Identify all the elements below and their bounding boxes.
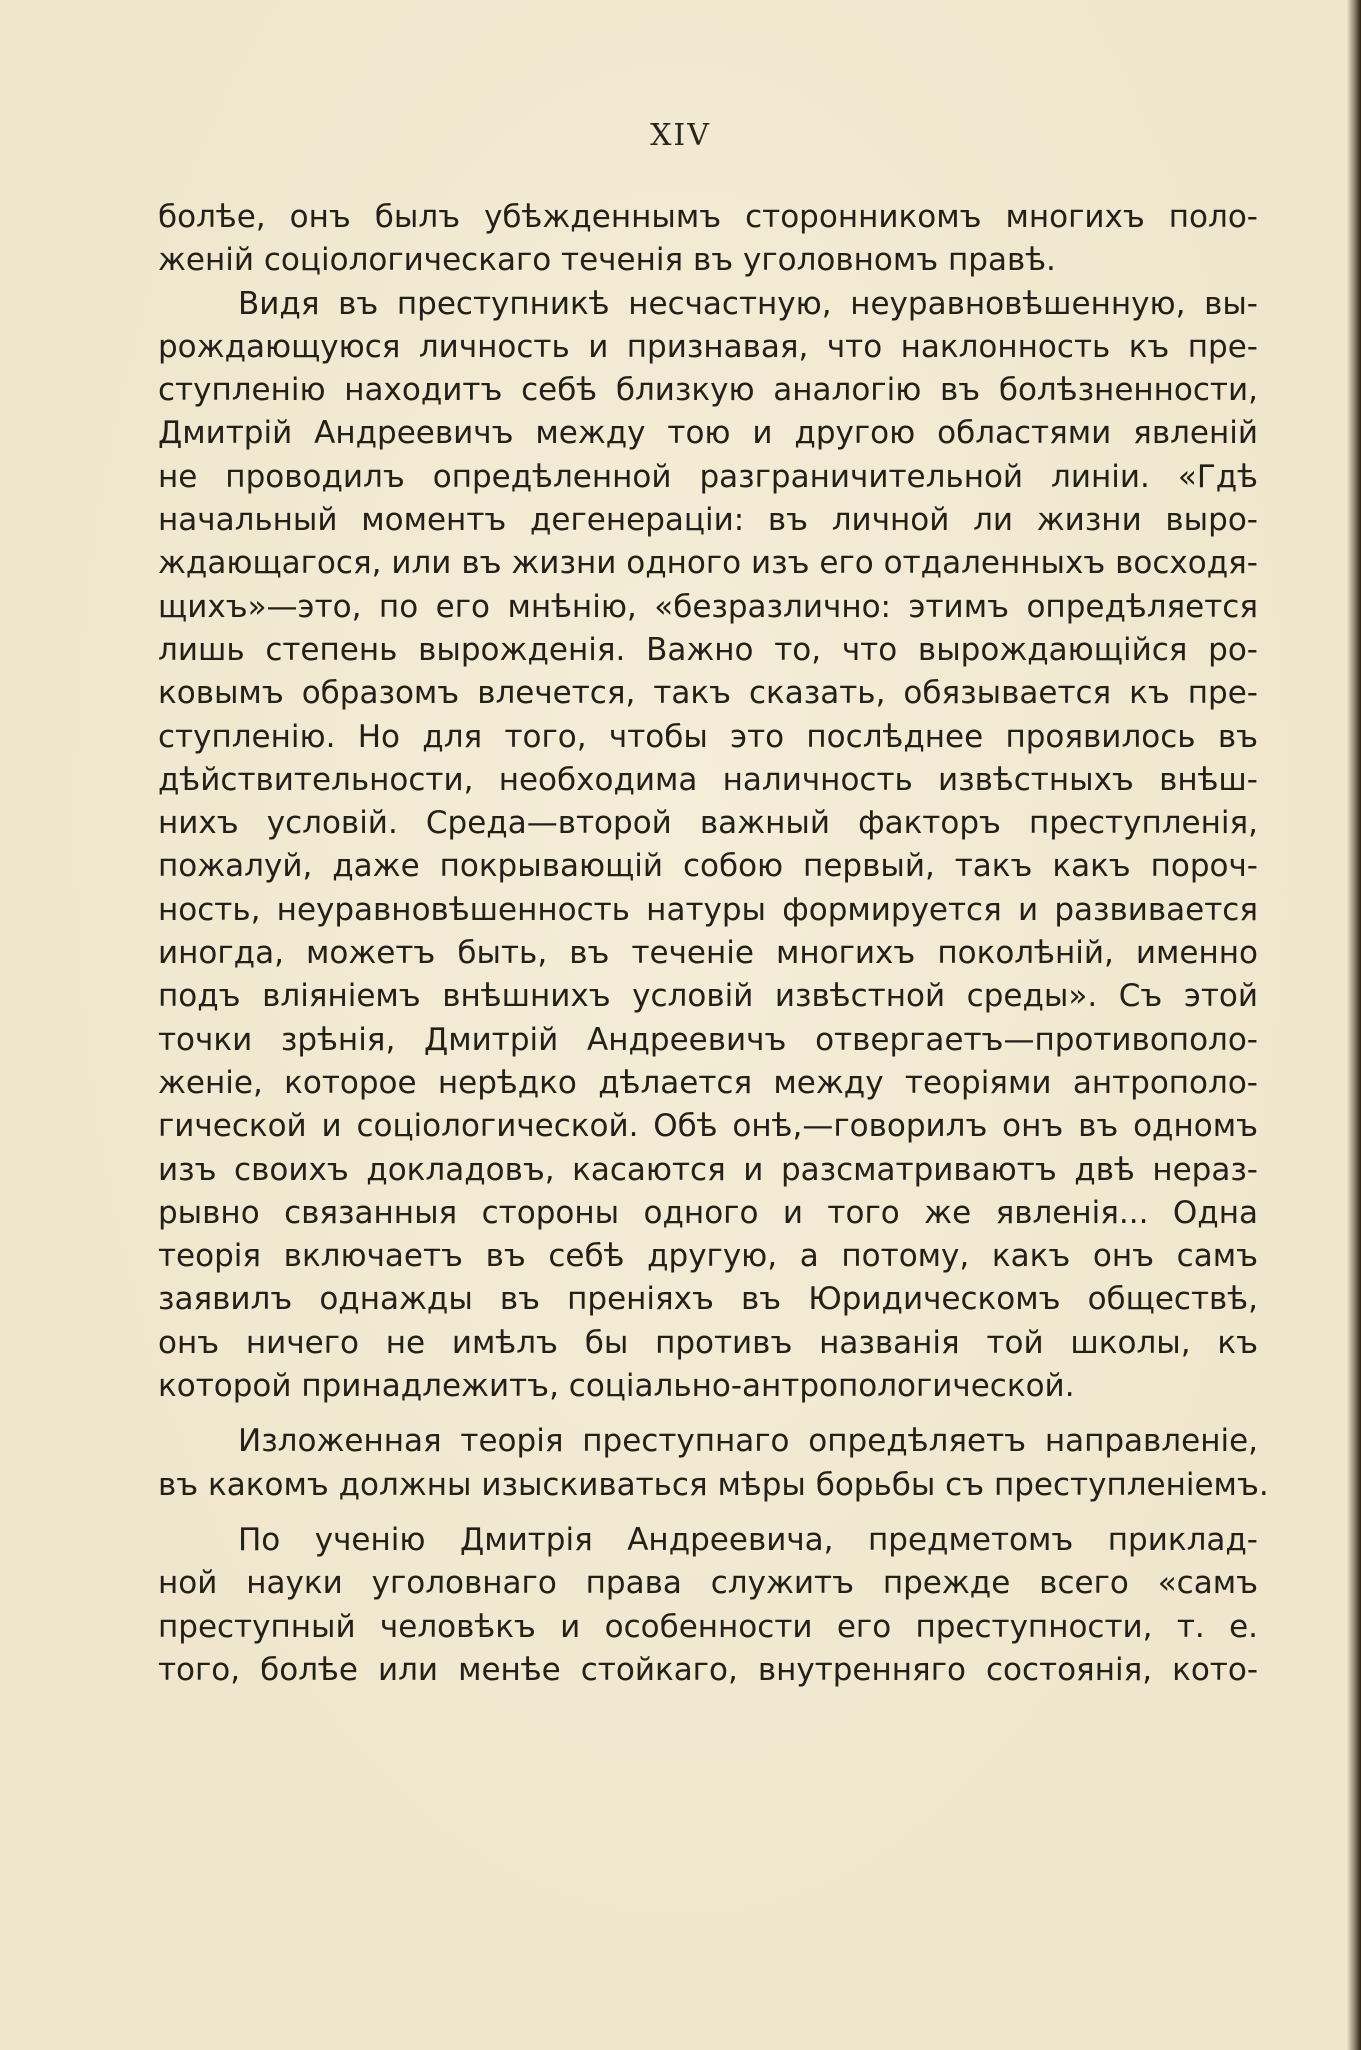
- text-line: дѣйствительности, необходима наличность извѣстныхъ внѣш-: [158, 761, 1258, 798]
- body-text: [158, 196, 1269, 1692]
- text-line: рождающуюся личность и признавая, что наклонность къ пре-: [158, 328, 1258, 365]
- text-line: ступленію. Но для того, чтобы это послѣднее проявилось въ: [158, 718, 1258, 755]
- text-line: женій соціологическаго теченія въ уголовномъ правѣ.: [158, 242, 1056, 279]
- paragraph: [158, 283, 1258, 1409]
- text-line: По ученію Дмитрія Андреевича, предметомъ приклад-: [238, 1521, 1258, 1558]
- text-line: того, болѣе или менѣе стойкаго, внутренняго состоянія, кото-: [158, 1651, 1258, 1688]
- paragraph-gap: [158, 1507, 1258, 1519]
- text-line: щихъ»—это, по его мнѣнію, «безразлично: этимъ опредѣляется: [158, 588, 1258, 625]
- text-line: онъ ничего не имѣлъ бы противъ названія той школы, къ: [158, 1324, 1258, 1361]
- page-edge-shadow: [1347, 0, 1361, 2050]
- text-line: преступный человѣкъ и особенности его преступности, т. е.: [158, 1608, 1258, 1645]
- text-line: начальный моментъ дегенераціи: въ личной ли жизни выро-: [158, 502, 1258, 539]
- text-line: заявилъ однажды въ преніяхъ въ Юридическомъ обществѣ,: [158, 1281, 1258, 1318]
- text-line: пожалуй, даже покрывающій собою первый, такъ какъ пороч-: [158, 848, 1258, 885]
- text-line: ной науки уголовнаго права служитъ прежде всего «самъ: [158, 1565, 1258, 1602]
- text-line: гической и соціологической. Обѣ онѣ,—говорилъ онъ въ одномъ: [158, 1108, 1258, 1145]
- text-line: иногда, можетъ быть, въ теченіе многихъ поколѣній, именно: [158, 935, 1258, 972]
- page-number: XIV: [650, 118, 711, 153]
- text-line: лишь степень вырожденія. Важно то, что вырождающійся ро-: [158, 631, 1258, 668]
- text-line: Видя въ преступникѣ несчастную, неуравновѣшенную, вы-: [238, 285, 1258, 322]
- text-line: женіе, которое нерѣдко дѣлается между теоріями антрополо-: [158, 1064, 1258, 1101]
- text-line: ждающагося, или въ жизни одного изъ его отдаленныхъ восходя-: [158, 545, 1258, 582]
- text-line: нихъ условій. Среда—второй важный факторъ преступленія,: [158, 805, 1258, 842]
- text-line: ковымъ образомъ влечется, такъ сказать, обязывается къ пре-: [158, 675, 1258, 712]
- paragraph: [158, 1519, 1258, 1692]
- paragraph: [158, 1420, 1269, 1507]
- paragraph: [158, 196, 1258, 283]
- text-line: не проводилъ опредѣленной разграничительной линіи. «Гдѣ: [158, 458, 1258, 495]
- text-line: ность, неуравновѣшенность натуры формируется и развивается: [158, 891, 1258, 928]
- text-line: которой принадлежитъ, соціально-антропологической.: [158, 1368, 1075, 1405]
- text-line: рывно связанныя стороны одного и того же явленія... Одна: [158, 1194, 1258, 1231]
- text-line: подъ вліяніемъ внѣшнихъ условій извѣстной среды». Съ этой: [158, 978, 1258, 1015]
- paragraph-gap: [158, 1408, 1258, 1420]
- text-line: теорія включаетъ въ себѣ другую, а потому, какъ онъ самъ: [158, 1238, 1258, 1275]
- text-line: Изложенная теорія преступнаго опредѣляетъ направленіе,: [238, 1423, 1258, 1460]
- text-line: ступленію находитъ себѣ близкую аналогію въ болѣзненности,: [158, 372, 1258, 409]
- text-line: изъ своихъ докладовъ, касаются и разсматриваютъ двѣ нераз-: [158, 1151, 1258, 1188]
- text-line: въ какомъ должны изыскиваться мѣры борьбы съ преступленіемъ.: [158, 1466, 1269, 1503]
- text-line: Дмитрій Андреевичъ между тою и другою областями явленій: [158, 415, 1258, 452]
- text-line: точки зрѣнія, Дмитрій Андреевичъ отвергаетъ—противополо-: [158, 1021, 1258, 1058]
- text-line: болѣе, онъ былъ убѣжденнымъ сторонникомъ многихъ поло-: [158, 199, 1258, 235]
